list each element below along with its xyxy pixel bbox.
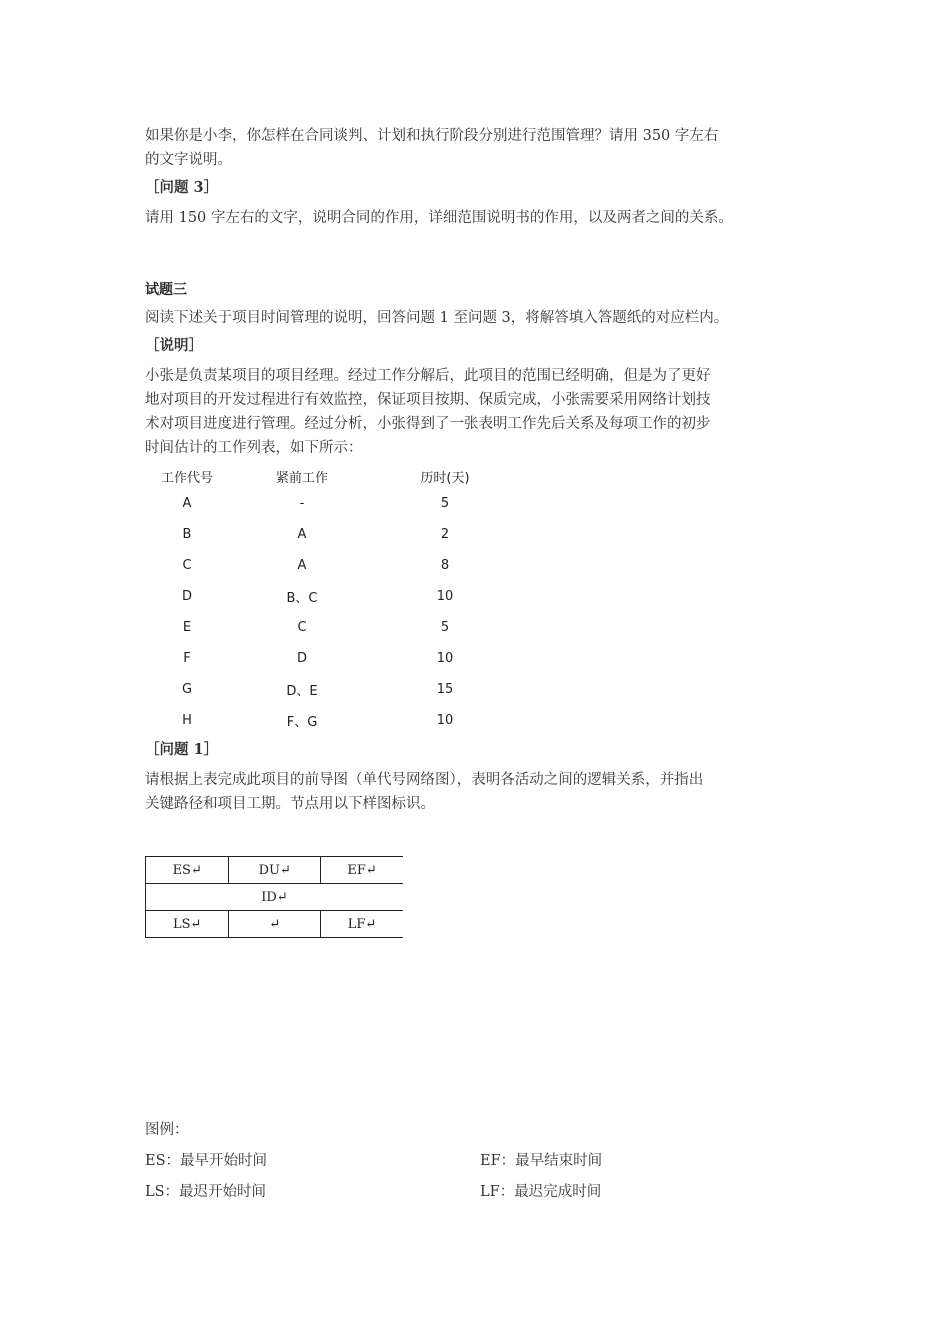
node-sample-diagram <box>145 856 403 938</box>
question-1-line-1: 请根据上表完成此项目的前导图（单代号网络图），表明各活动之间的逻辑关系，并指出 <box>145 772 704 788</box>
document-body <box>145 124 825 938</box>
node-id-cell: ID↵ <box>146 884 404 911</box>
table-header-row <box>145 464 515 488</box>
legend-ef: EF：最早结束时间 <box>480 1153 603 1169</box>
section-3-instruction: 阅读下述关于项目时间管理的说明，回答问题 1 至问题 3，将解答填入答题纸的对应栏内。 <box>145 310 729 326</box>
cell-code: E <box>182 620 192 635</box>
node-bottom-row <box>146 911 404 938</box>
work-list-table <box>145 464 515 736</box>
cell-duration: 5 <box>440 620 450 635</box>
cell-predecessor: C <box>297 620 307 635</box>
cell-predecessor: - <box>299 496 305 511</box>
cell-predecessor: D、E <box>286 684 318 699</box>
cell-predecessor: A <box>297 527 307 542</box>
node-es-cell: ES↵ <box>146 857 229 884</box>
cell-code: F <box>183 651 191 666</box>
column-header-code: 工作代号 <box>160 470 213 486</box>
node-mid-cell: ↵ <box>229 911 321 938</box>
node-ef-cell: EF↵ <box>321 857 403 884</box>
table-row <box>145 705 515 736</box>
column-header-duration: 历时(天) <box>420 470 470 486</box>
cell-code: C <box>182 558 192 573</box>
intro-line-2: 的文字说明。 <box>145 152 232 168</box>
legend-lf: LF：最迟完成时间 <box>480 1184 602 1200</box>
table-row <box>145 581 515 612</box>
cell-duration: 10 <box>436 651 454 666</box>
cell-duration: 15 <box>436 682 454 697</box>
cell-code: A <box>182 496 192 511</box>
node-top-row <box>146 857 404 884</box>
cell-code: G <box>181 682 193 697</box>
cell-predecessor: D <box>296 651 307 666</box>
legend-es: ES：最早开始时间 <box>145 1153 268 1169</box>
description-line-3: 术对项目进度进行管理。经过分析，小张得到了一张表明工作先后关系及每项工作的初步 <box>145 416 711 432</box>
intro-line-1: 如果你是小李，你怎样在合同谈判、计划和执行阶段分别进行范围管理？请用 350 字左右 <box>145 128 719 144</box>
question-3-label: ［问题 3］ <box>145 179 219 196</box>
question-1-label: ［问题 1］ <box>145 741 219 758</box>
legend-title: 图例： <box>145 1122 189 1138</box>
node-middle-row <box>146 884 404 911</box>
question-1-paragraph <box>145 768 825 816</box>
section-3-title: 试题三 <box>145 282 187 298</box>
cell-duration: 5 <box>440 496 450 511</box>
table-row <box>145 612 515 643</box>
description-line-2: 地对项目的开发过程进行有效监控，保证项目按期、保质完成，小张需要采用网络计划技 <box>145 392 711 408</box>
question-1-line-2: 关键路径和项目工期。节点用以下样图标识。 <box>145 796 435 812</box>
legend-row <box>145 1149 825 1180</box>
table-row <box>145 643 515 674</box>
node-lf-cell: LF↵ <box>321 911 403 938</box>
description-line-4: 时间估计的工作列表，如下所示： <box>145 440 363 456</box>
table-row <box>145 674 515 705</box>
table-row <box>145 488 515 519</box>
cell-predecessor: B、C <box>286 591 318 606</box>
question-3-text: 请用 150 字左右的文字，说明合同的作用，详细范围说明书的作用，以及两者之间的关系。 <box>145 210 733 226</box>
description-line-1: 小张是负责某项目的项目经理。经过工作分解后，此项目的范围已经明确，但是为了更好 <box>145 368 711 384</box>
cell-predecessor: A <box>297 558 307 573</box>
cell-duration: 8 <box>440 558 450 573</box>
cell-code: D <box>181 589 192 604</box>
legend-row <box>145 1180 825 1211</box>
node-du-cell: DU↵ <box>229 857 321 884</box>
legend-ls: LS：最迟开始时间 <box>145 1184 267 1200</box>
cell-duration: 10 <box>436 713 454 728</box>
column-header-predecessor: 紧前工作 <box>275 470 328 486</box>
cell-code: B <box>182 527 192 542</box>
legend <box>145 1118 825 1211</box>
cell-duration: 10 <box>436 589 454 604</box>
cell-duration: 2 <box>440 527 450 542</box>
node-ls-cell: LS↵ <box>146 911 229 938</box>
table-row <box>145 550 515 581</box>
cell-predecessor: F、G <box>286 715 318 730</box>
cell-code: H <box>182 713 192 728</box>
table-row <box>145 519 515 550</box>
description-label: ［说明］ <box>145 337 203 354</box>
intro-paragraph <box>145 124 825 172</box>
description-paragraph <box>145 364 825 460</box>
